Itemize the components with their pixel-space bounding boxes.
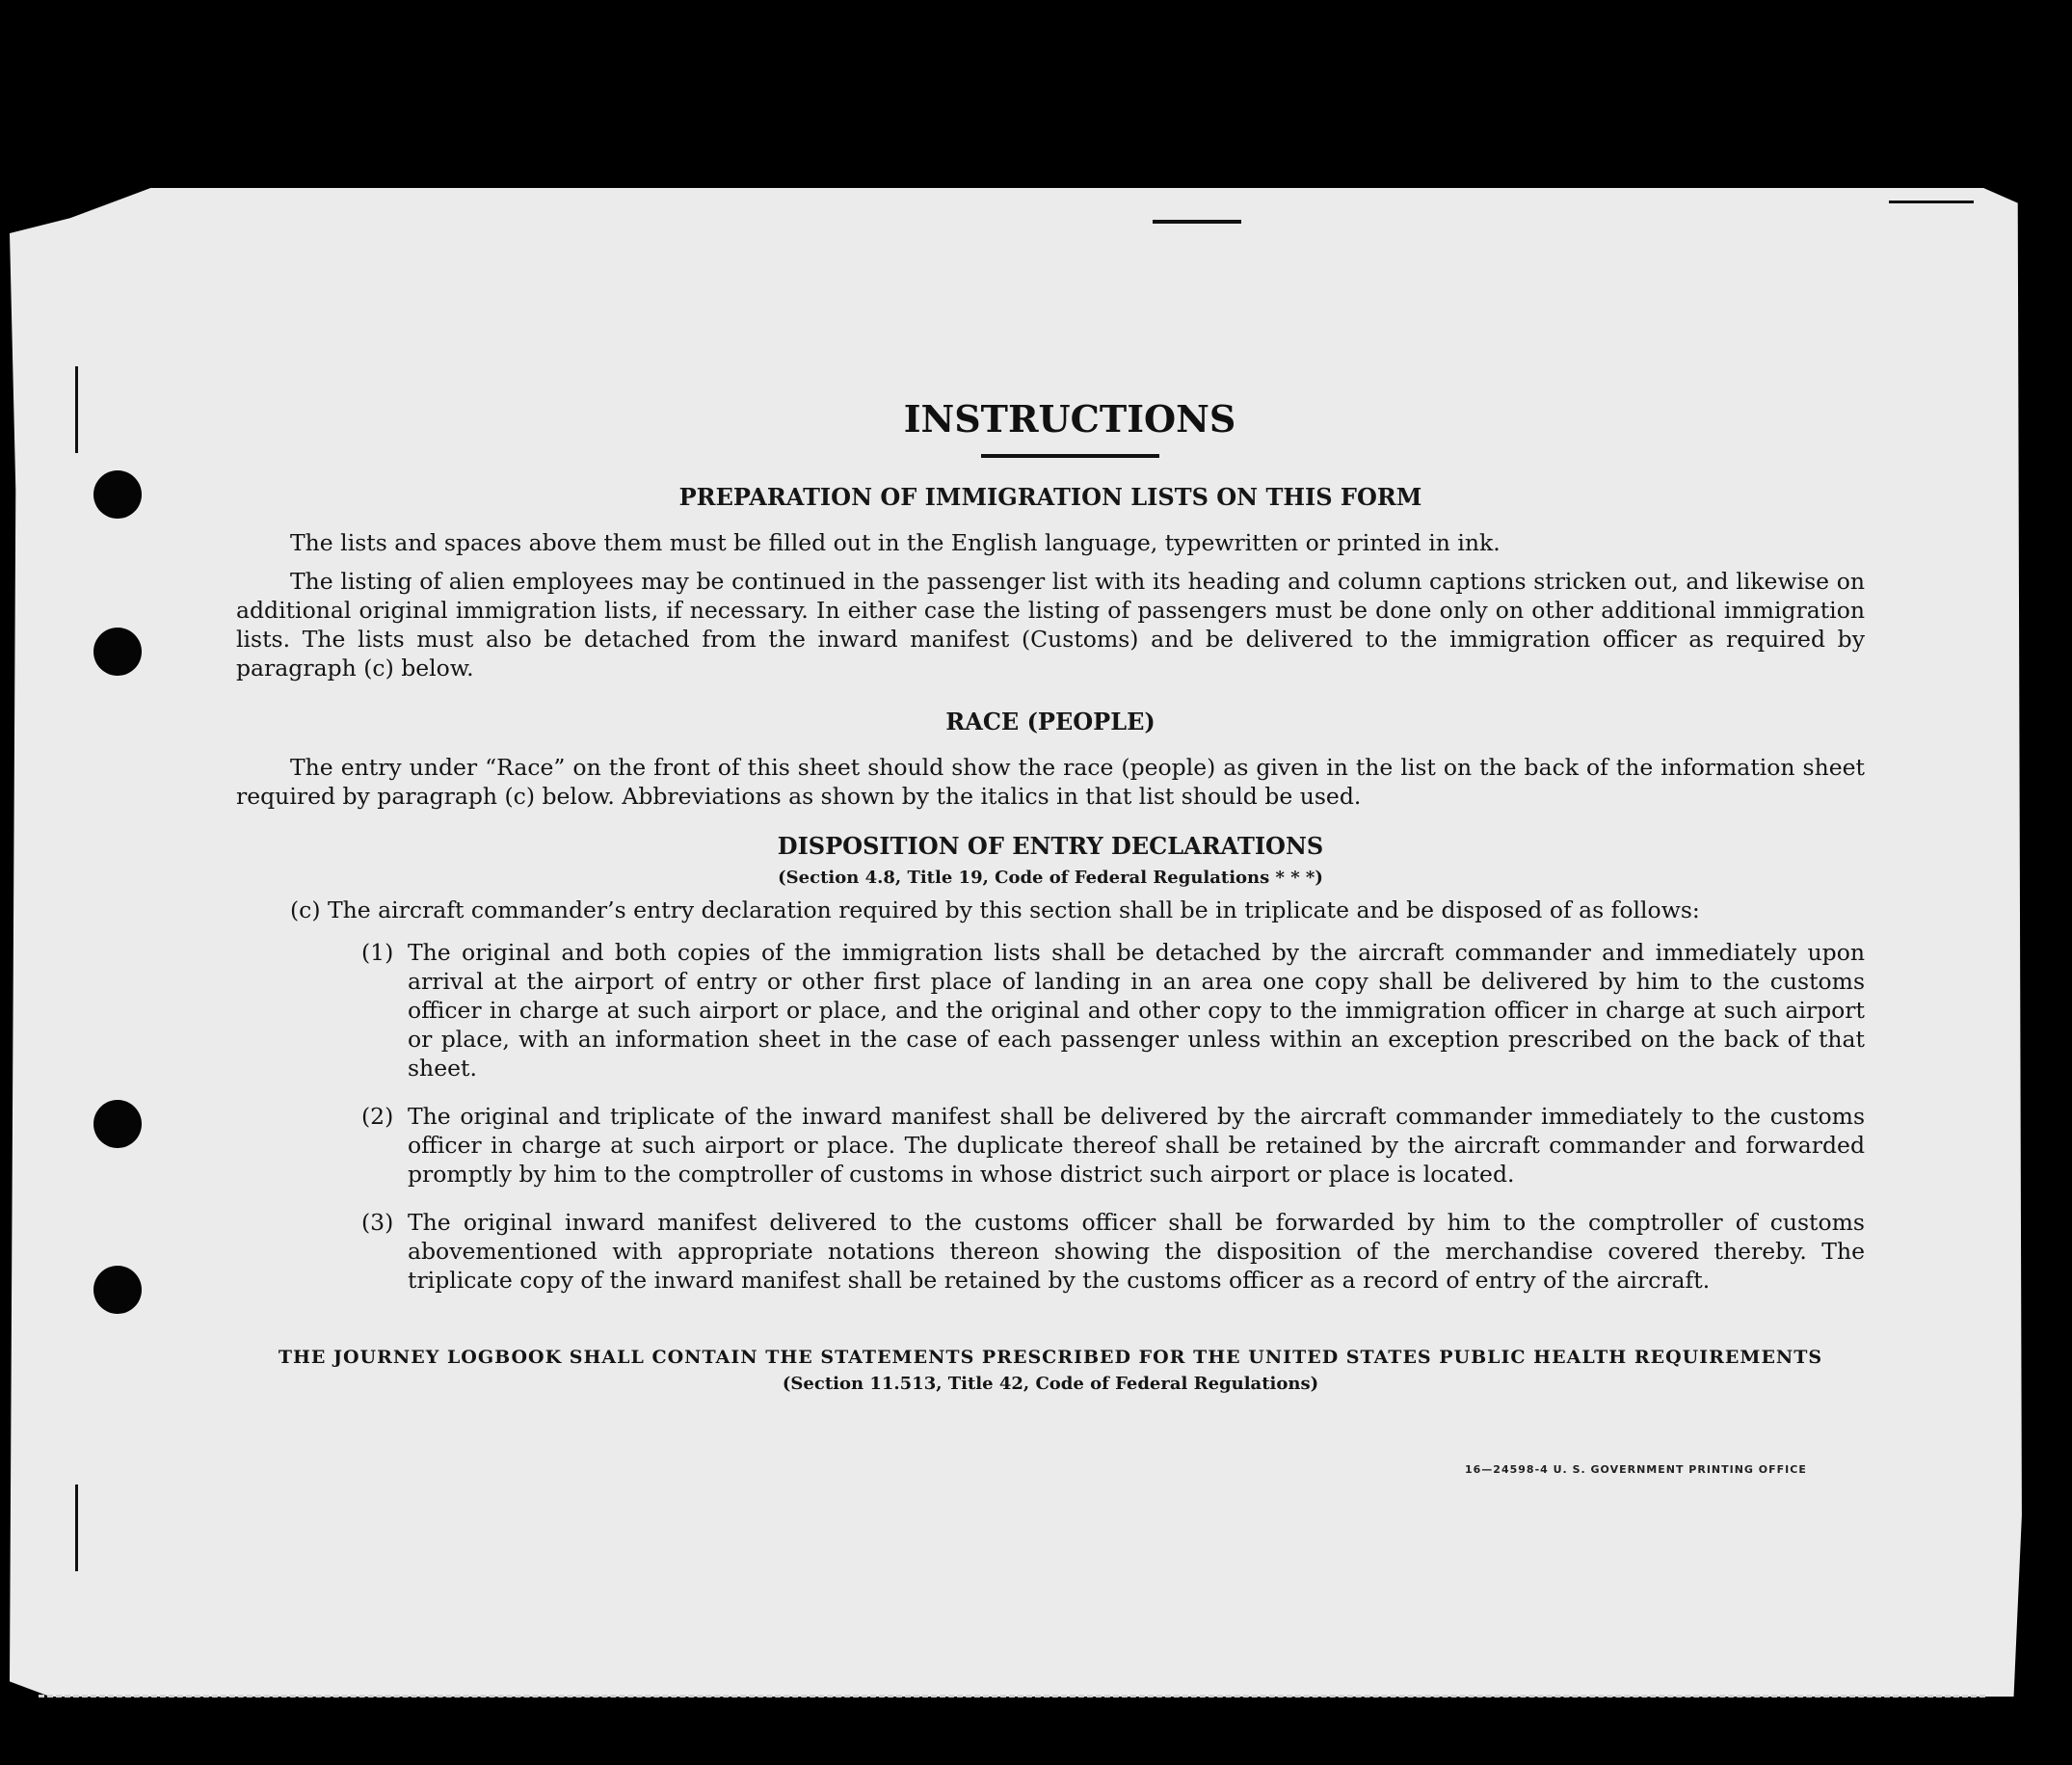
disposition-paragraph-c: (c) The aircraft commander’s entry declaration required by this section shall be in triplicate and be disposed of as follows: (290, 896, 1700, 923)
preparation-paragraph-1: The lists and spaces above them must be filled out in the English language, typewritten or printed in ink. (290, 529, 1501, 556)
footer-statement: THE JOURNEY LOGBOOK SHALL CONTAIN THE STATEMENTS PRESCRIBED FOR THE UNITED STATES PUBLIC HEALTH REQUIREMENTS (278, 1347, 1823, 1368)
item-text: The original and both copies of the immigration lists shall be detached by the aircraft commander and immediately upon arrival at the airport of entry or other first place of landing in an area one copy shall be delivered by him to the customs officer in charge at such airport or place, and the original and other copy to the immigration officer in charge at such airport or place, with an information sheet in the case of each passenger unless within an exception prescribed on the back of that sheet. (408, 939, 1865, 1082)
section-heading-preparation: PREPARATION OF IMMIGRATION LISTS ON THIS FORM (678, 483, 1422, 511)
punch-hole (93, 1266, 142, 1314)
printer-mark: 16—24598-4 U. S. GOVERNMENT PRINTING OFFICE (1465, 1463, 1807, 1476)
margin-mark (75, 1484, 78, 1571)
list-item (361, 1208, 1865, 1295)
punch-hole (93, 1100, 142, 1148)
page-title: INSTRUCTIONS (903, 397, 1236, 441)
punch-hole (93, 470, 142, 519)
list-item (361, 1102, 1865, 1189)
margin-mark (75, 366, 78, 453)
item-text: The original inward manifest delivered to the customs officer shall be forwarded by him to the comptroller of customs abovementioned with appropriate notations thereon showing the disposition of the merchandise covered thereby. The triplicate copy of the inward manifest shall be retained by the customs officer as a record of entry of the aircraft. (408, 1209, 1865, 1294)
item-number: (3) (361, 1209, 394, 1236)
footer-citation: (Section 11.513, Title 42, Code of Federal Regulations) (782, 1374, 1319, 1394)
race-paragraph: The entry under “Race” on the front of this sheet should show the race (people) as given in the list on the back of the information sheet required by paragraph (c) below. Abbreviations as shown by the italics in that list should be used. (236, 754, 1865, 810)
disposition-items (236, 938, 1865, 1295)
section-heading-race: RACE (PEOPLE) (945, 708, 1156, 735)
margin-mark (1889, 201, 1974, 203)
item-number: (1) (361, 939, 394, 966)
torn-edge (39, 1695, 1985, 1698)
disposition-citation: (Section 4.8, Title 19, Code of Federal Regulations * * *) (778, 868, 1323, 888)
margin-mark (1153, 220, 1241, 224)
section-heading-disposition: DISPOSITION OF ENTRY DECLARATIONS (777, 832, 1324, 860)
punch-hole (93, 628, 142, 676)
list-item (361, 938, 1865, 1083)
item-number: (2) (361, 1103, 394, 1130)
preparation-paragraph-2: The listing of alien employees may be continued in the passenger list with its heading and column captions stricken out, and likewise on additional original immigration lists, if necessary. In either case the listing of passengers must be done only on other additional immigration lists. The lists must also be detached from the inward manifest (Customs) and be delivered to the immigration officer as required by paragraph (c) below. (236, 568, 1865, 682)
item-text: The original and triplicate of the inward manifest shall be delivered by the aircraft commander immediately to the customs officer in charge at such airport or place. The duplicate thereof shall be retained by the aircraft commander and forwarded promptly by him to the comptroller of customs in whose district such airport or place is located. (408, 1103, 1865, 1188)
instructions-content (236, 397, 1865, 1394)
title-underline (981, 454, 1159, 458)
